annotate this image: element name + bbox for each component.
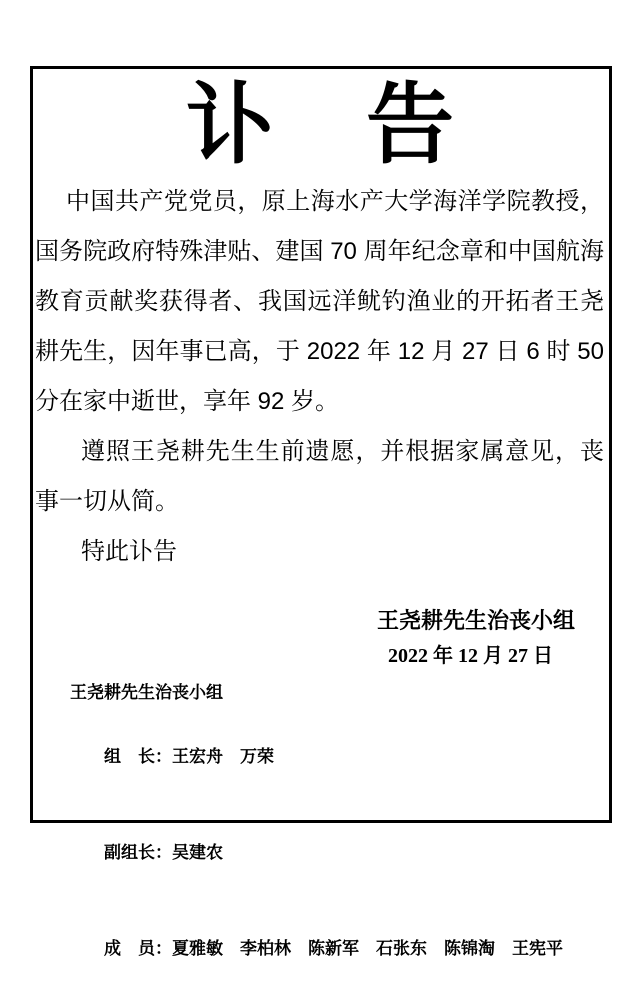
- committee-role-label: 组 长：: [104, 747, 172, 766]
- page-title: 讣 告: [185, 75, 456, 174]
- committee-member-names: 王宏舟 万荣: [172, 747, 274, 766]
- signature-block: [33, 603, 609, 673]
- committee-row-members: [70, 901, 609, 997]
- committee-role-label: 成 员：: [104, 939, 172, 958]
- committee-row-leader: [70, 709, 609, 805]
- signature-date: 2022 年 12 月 27 日: [388, 645, 553, 667]
- obituary-paragraph-funeral-arrangements: 遵照王尧耕先生生前遗愿，并根据家属意见，丧事一切从简。: [35, 438, 604, 515]
- obituary-body: [33, 177, 609, 577]
- committee-member-names: 吴建农: [172, 843, 223, 862]
- committee-role-label: 副组长：: [104, 843, 172, 862]
- obituary-frame: [30, 66, 612, 958]
- obituary-closing-line: 特此讣告: [81, 538, 177, 565]
- committee-heading: 王尧耕先生治丧小组: [70, 683, 223, 702]
- committee-row-deputy-leader: [70, 805, 609, 901]
- obituary-paragraph-main: 中国共产党党员，原上海水产大学海洋学院教授，国务院政府特殊津贴、建国 70 周年纪念章和中国航海教育贡献奖获得者、我国远洋鱿钓渔业的开拓者王尧耕先生，因年事已高，于 2022 年 12 月 27 日 6 时 50 分在家中逝世，享年 92 岁。: [35, 188, 604, 415]
- signature-group-name: 王尧耕先生治丧小组: [376, 608, 575, 633]
- committee-block: [33, 677, 609, 997]
- committee-member-names: 夏雅敏 李柏林 陈新军 石张东 陈锦淘 王宪平: [172, 939, 563, 958]
